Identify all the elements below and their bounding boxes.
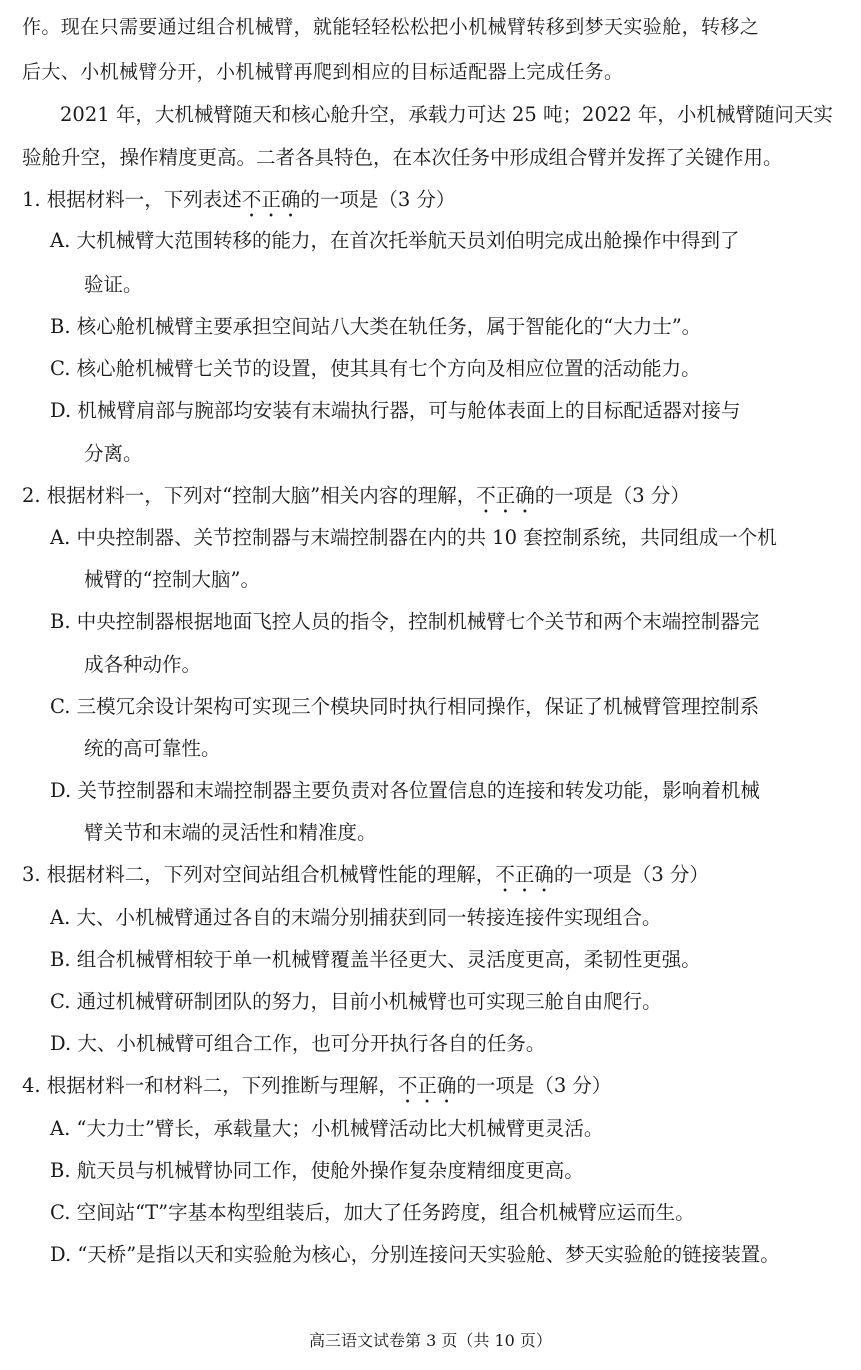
- question-stem: [0, 1071, 861, 1108]
- passage-line: 后大、小机械臂分开，小机械臂再爬到相应的目标适配器上完成任务。: [22, 61, 624, 83]
- option-b: B. 中央控制器根据地面飞控人员的指令，控制机械臂七个关节和两个末端控制器完: [50, 610, 760, 633]
- stem-text: 的一项是（3 分）: [553, 863, 709, 886]
- question-stem: [0, 860, 861, 897]
- option-c: C. 空间站“T”字基本构型组装后，加大了任务跨度，组合机械臂应运而生。: [50, 1201, 695, 1224]
- stem-text: 4. 根据材料一和材料二，下列推断与理解，: [22, 1074, 398, 1097]
- emphasis-text: 不正确: [241, 188, 301, 211]
- option-b: B. 航天员与机械臂协同工作，使舱外操作复杂度精细度更高。: [50, 1159, 584, 1182]
- option-d: D. 关节控制器和末端控制器主要负责对各位置信息的连接和转发功能，影响着机械: [50, 779, 760, 802]
- stem-text: 的一项是（3 分）: [456, 1074, 612, 1097]
- option-d-continued: 臂关节和末端的灵活性和精准度。: [84, 821, 377, 844]
- option-d: D. 大、小机械臂可组合工作，也可分开执行各自的任务。: [50, 1032, 546, 1055]
- stem-text: 的一项是（3 分）: [534, 484, 690, 507]
- passage-line: 验舱升空，操作精度更高。二者各具特色，在本次任务中形成组合臂并发挥了关键作用。: [22, 146, 783, 169]
- stem-text: 2. 根据材料一，下列对“控制大脑”相关内容的理解，: [22, 484, 477, 507]
- option-d-continued: 分离。: [84, 442, 143, 465]
- option-a: A. “大力士”臂长，承载量大；小机械臂活动比大机械臂更灵活。: [50, 1117, 604, 1140]
- option-b: B. 核心舱机械臂主要承担空间站八大类在轨任务，属于智能化的“大力士”。: [50, 315, 702, 338]
- option-d: D. 机械臂肩部与腕部均安装有末端执行器，可与舱体表面上的目标配适器对接与: [50, 399, 741, 422]
- option-c: C. 通过机械臂研制团队的努力，目前小机械臂也可实现三舱自由爬行。: [50, 990, 662, 1013]
- option-b-continued: 成各种动作。: [84, 653, 202, 676]
- emphasis-text: 不正确: [476, 484, 535, 507]
- passage-line: 2021 年，大机械臂随天和核心舱升空，承载力可达 25 吨；2022 年，小机械臂随问天实: [60, 103, 833, 126]
- option-c: C. 核心舱机械臂七关节的设置，使其具有七个方向及相应位置的活动能力。: [50, 357, 701, 380]
- stem-text: 1. 根据材料一，下列表述: [22, 188, 242, 211]
- option-c-continued: 统的高可靠性。: [84, 737, 221, 760]
- option-a-continued: 验证。: [84, 273, 143, 296]
- passage-line: 作。现在只需要通过组合机械臂，就能轻轻松松把小机械臂转移到梦天实验舱，转移之: [22, 16, 760, 38]
- option-c: C. 三模冗余设计架构可实现三个模块同时执行相同操作，保证了机械臂管理控制系: [50, 695, 760, 718]
- option-a: A. 大、小机械臂通过各自的末端分别捕获到同一转接连接件实现组合。: [50, 906, 662, 929]
- option-b: B. 组合机械臂相较于单一机械臂覆盖半径更大、灵活度更高，柔韧性更强。: [50, 948, 701, 971]
- option-a: A. 大机械臂大范围转移的能力，在首次托举航天员刘伯明完成出舱操作中得到了: [50, 229, 740, 252]
- option-a-continued: 械臂的“控制大脑”。: [84, 568, 260, 591]
- option-a: A. 中央控制器、关节控制器与末端控制器在内的共 10 套控制系统，共同组成一个机: [50, 526, 777, 549]
- stem-text: 的一项是（3 分）: [300, 188, 456, 211]
- emphasis-text: 不正确: [495, 863, 554, 886]
- stem-text: 3. 根据材料二，下列对空间站组合机械臂性能的理解，: [22, 863, 496, 886]
- emphasis-text: 不正确: [397, 1074, 457, 1097]
- page-footer: 高三语文试卷第 3 页（共 10 页）: [309, 1331, 552, 1350]
- question-stem: [0, 481, 861, 518]
- option-d: D. “天桥”是指以天和实验舱为核心，分别连接问天实验舱、梦天实验舱的链接装置。: [50, 1243, 780, 1266]
- question-stem: [0, 185, 861, 222]
